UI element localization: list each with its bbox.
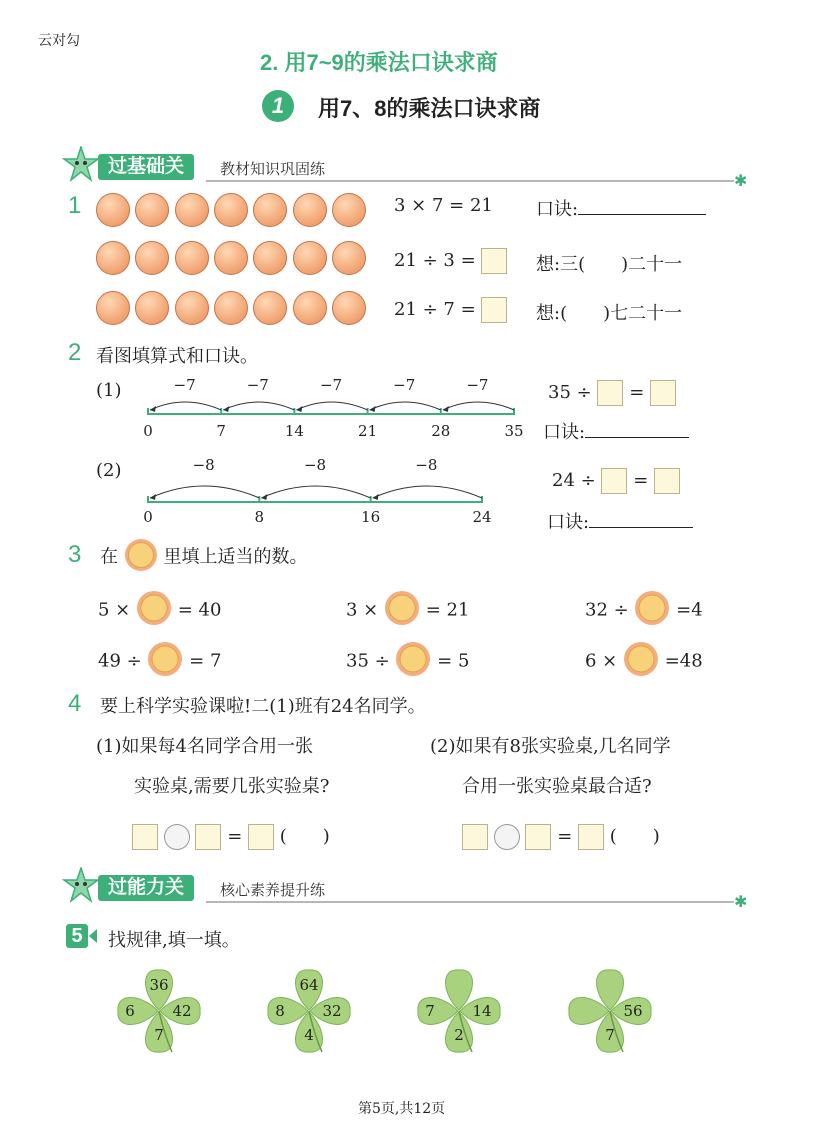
clover-left-value: 7: [425, 1002, 435, 1020]
q3-item: [585, 641, 703, 682]
arrow-head: [261, 494, 267, 500]
q1-equation-2: 21 ÷ 3 =: [394, 248, 507, 274]
q3-right: = 7: [183, 650, 222, 672]
q3-item: [98, 590, 221, 631]
jump-arc: [296, 402, 367, 410]
flower-answer-icon[interactable]: [147, 641, 183, 682]
q3-left: 35 ÷: [346, 650, 396, 672]
clover-right-value: 32: [322, 1002, 342, 1020]
ball: [96, 193, 130, 227]
q3-right: =4: [670, 599, 703, 621]
arrow-head: [150, 406, 156, 412]
answer-box[interactable]: [597, 380, 623, 406]
q5-text: 找规律,填一填。: [108, 930, 240, 951]
ball: [175, 291, 209, 325]
clover: [262, 964, 356, 1058]
q1-hint-3: 想:( )七二十一: [536, 303, 683, 324]
clover-top-value: 36: [149, 976, 169, 994]
q3-right: =48: [658, 650, 703, 672]
q3-item: [585, 590, 703, 631]
q2-part2-label: (2): [96, 460, 122, 481]
operator-circle[interactable]: [164, 824, 190, 850]
tick-label: 21: [358, 422, 378, 440]
unit-paren[interactable]: ( ): [279, 826, 330, 847]
jump-label: −7: [393, 376, 416, 394]
answer-box[interactable]: [654, 468, 680, 494]
section-title: 过能力关: [98, 875, 194, 901]
q4-part1-line1: (1)如果每4名同学合用一张: [96, 736, 313, 757]
flower-icon: [124, 538, 158, 577]
clover-left-value: 6: [125, 1002, 135, 1020]
ball: [175, 193, 209, 227]
clover-right-value: 56: [623, 1002, 643, 1020]
page-footer: 第5页,共12页: [358, 1101, 446, 1117]
flower-answer-icon[interactable]: [384, 590, 420, 631]
answer-box[interactable]: [525, 824, 551, 850]
jump-label: −8: [192, 456, 215, 474]
flower-answer-icon[interactable]: [623, 641, 659, 682]
jump-label: −8: [303, 456, 327, 474]
flower-answer-icon[interactable]: [634, 590, 670, 631]
q3-item: [346, 590, 469, 631]
q3-left: 5 ×: [98, 599, 136, 621]
q1-rhyme-label: 口诀:: [536, 195, 706, 221]
jump-arc: [261, 486, 370, 498]
q2-part2-rhyme: 口诀:: [547, 508, 693, 534]
clover-bottom-value: 4: [304, 1026, 314, 1044]
tick-label: 16: [361, 508, 381, 524]
q1-equation-1: 3 × 7 = 21: [394, 195, 493, 216]
answer-box[interactable]: [248, 824, 274, 850]
q3-left: 32 ÷: [585, 599, 635, 621]
q4-part2-equation: = ( ): [462, 822, 660, 850]
jump-arc: [443, 402, 514, 410]
flower-answer-icon[interactable]: [136, 590, 172, 631]
question-number-badge: 5: [66, 924, 88, 948]
clover-top-value: 64: [299, 976, 319, 994]
q3-left: 6 ×: [585, 650, 623, 672]
mascot-icon: [62, 146, 100, 184]
ball: [214, 291, 248, 325]
star-icon: ✱: [734, 892, 748, 911]
clover-right-value: 14: [472, 1002, 492, 1020]
jump-label: −7: [466, 376, 489, 394]
q4-part1-equation: = ( ): [132, 822, 330, 850]
section-divider: [206, 180, 734, 182]
star-icon: ✱: [734, 171, 748, 190]
clover-bottom-value: 7: [154, 1026, 164, 1044]
q3-left: 49 ÷: [98, 650, 148, 672]
ball: [332, 241, 366, 275]
unit-paren[interactable]: ( ): [609, 826, 660, 847]
arrow-head: [370, 406, 376, 412]
ball: [332, 193, 366, 227]
tick-label: 14: [284, 422, 304, 440]
ball: [293, 291, 327, 325]
tick-label: 7: [216, 422, 226, 440]
answer-box[interactable]: [481, 297, 507, 323]
jump-arc: [223, 402, 294, 410]
jump-label: −7: [246, 376, 269, 394]
answer-box[interactable]: [195, 824, 221, 850]
answer-box[interactable]: [601, 468, 627, 494]
ball: [214, 193, 248, 227]
arrow-head: [296, 406, 302, 412]
ball: [293, 241, 327, 275]
flower-answer-icon[interactable]: [395, 641, 431, 682]
q3-item: [98, 641, 221, 682]
ball: [332, 291, 366, 325]
lesson-number: 1: [271, 93, 285, 118]
jump-arc: [150, 402, 221, 410]
ball: [135, 291, 169, 325]
clover: [112, 964, 206, 1058]
arrow-head: [150, 494, 156, 500]
arrow-head: [373, 494, 379, 500]
question-number: 3: [68, 541, 82, 568]
operator-circle[interactable]: [494, 824, 520, 850]
q3-text: 在 里填上适当的数。: [100, 538, 307, 577]
q4-part2-line1: (2)如果有8张实验桌,几名同学: [430, 736, 671, 757]
answer-line[interactable]: [589, 527, 693, 528]
q1-hint-2: 想:三( )二十一: [536, 254, 683, 275]
section-subtitle: 核心素养提升练: [220, 882, 326, 899]
mascot-icon: [62, 867, 100, 905]
q2-part1-equation: 35 ÷ =: [548, 380, 676, 406]
jump-label: −8: [415, 456, 438, 474]
ball: [96, 291, 130, 325]
jump-label: −7: [173, 376, 196, 394]
number-line-1: [130, 370, 530, 442]
answer-box[interactable]: [578, 824, 604, 850]
jump-arc: [150, 486, 259, 498]
ball: [135, 193, 169, 227]
section-title: 过基础关: [98, 154, 194, 180]
number-line-2: [130, 452, 500, 524]
lesson-number-badge: [262, 90, 294, 122]
jump-arc: [373, 486, 482, 498]
arrow-head: [443, 406, 449, 412]
q2-part1-label: (1): [96, 380, 122, 401]
ball: [214, 241, 248, 275]
brand: 云对勾: [38, 33, 80, 49]
ball: [253, 193, 287, 227]
q3-right: = 21: [419, 599, 470, 621]
jump-arc: [370, 402, 441, 410]
lesson-title: 用7、8的乘法口诀求商: [318, 96, 541, 121]
question-number: 2: [68, 339, 82, 366]
ball: [253, 291, 287, 325]
answer-box[interactable]: [132, 824, 158, 850]
tick-label: 0: [143, 508, 153, 524]
q2-part1-rhyme: 口诀:: [543, 418, 689, 444]
q1-equation-3: 21 ÷ 7 =: [394, 297, 507, 323]
answer-line[interactable]: [585, 437, 689, 438]
tick-label: 35: [504, 422, 524, 440]
ball: [175, 241, 209, 275]
ball: [293, 193, 327, 227]
section-divider: [206, 901, 734, 903]
section-subtitle: 教材知识巩固练: [220, 161, 326, 178]
clover-left-value: 8: [275, 1002, 285, 1020]
q3-item: [346, 641, 469, 682]
clover: [412, 964, 506, 1058]
question-number: 4: [68, 690, 82, 717]
tick-label: 28: [431, 422, 451, 440]
chapter-title: 2. 用7~9的乘法口诀求商: [260, 50, 498, 75]
tick-label: 24: [472, 508, 492, 524]
clover-right-value: 42: [172, 1002, 192, 1020]
q3-left: 3 ×: [346, 599, 384, 621]
answer-box[interactable]: [481, 248, 507, 274]
tick-label: 8: [254, 508, 265, 524]
clover-bottom-value: 2: [454, 1026, 464, 1044]
camera-icon: [89, 929, 97, 943]
clover-bottom-value: 7: [605, 1026, 615, 1044]
ball: [253, 241, 287, 275]
q3-right: = 40: [171, 599, 222, 621]
ball: [135, 241, 169, 275]
ball: [96, 241, 130, 275]
q2-part2-equation: 24 ÷ =: [552, 468, 680, 494]
q4-text: 要上科学实验课啦!二(1)班有24名同学。: [100, 696, 426, 717]
q2-text: 看图填算式和口诀。: [96, 346, 258, 367]
q4-part1-line2: 实验桌,需要几张实验桌?: [134, 776, 330, 797]
answer-box[interactable]: [650, 380, 676, 406]
q3-right: = 5: [431, 650, 470, 672]
clover: [563, 964, 657, 1058]
jump-label: −7: [319, 376, 343, 394]
question-number: 1: [68, 192, 82, 219]
q4-part2-line2: 合用一张实验桌最合适?: [462, 776, 652, 797]
arrow-head: [223, 406, 229, 412]
answer-box[interactable]: [462, 824, 488, 850]
answer-line[interactable]: [578, 214, 706, 215]
tick-label: 0: [143, 422, 153, 440]
